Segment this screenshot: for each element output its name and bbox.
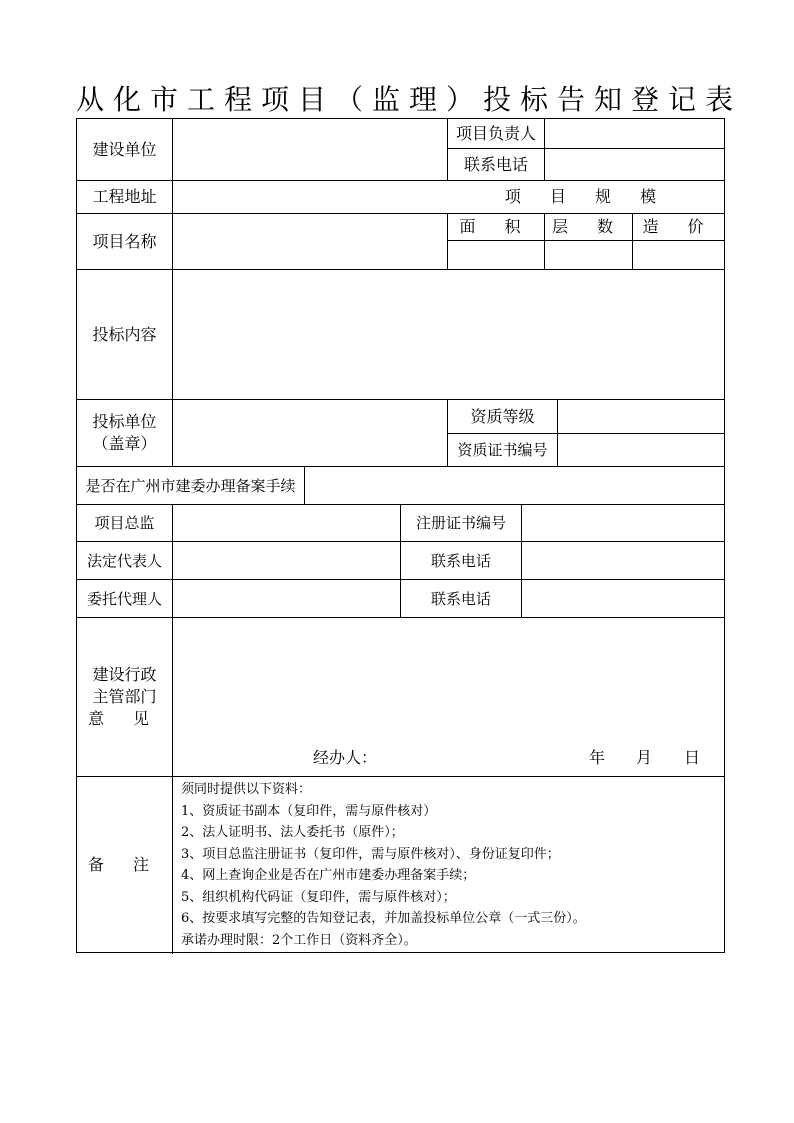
- rule: [77, 617, 725, 618]
- label-contact-phone: 联系电话: [463, 154, 528, 174]
- label-day: 日: [683, 748, 700, 767]
- rule: [447, 240, 725, 241]
- label-dept-opinion-line3: 意 见: [87, 709, 162, 728]
- label-legal-rep: 法定代表人: [86, 551, 162, 570]
- rule: [77, 269, 725, 270]
- label-remarks: 备 注: [87, 855, 162, 874]
- label-dept-opinion: [77, 618, 172, 776]
- label-qualification-cert-no: 资质证书编号: [457, 441, 548, 459]
- label-month: 月: [635, 748, 652, 767]
- label-cost: 造 价: [642, 217, 716, 236]
- rule: [304, 466, 305, 504]
- rule: [521, 504, 522, 617]
- label-dept-opinion-line2: 主管部门: [92, 687, 157, 706]
- note-line: 1、资质证书副本（复印件，需与原件核对）: [181, 803, 437, 819]
- label-dept-opinion-line1: 建设行政: [92, 665, 157, 684]
- label-bid-unit-line1: 投标单位: [92, 412, 157, 431]
- note-line: 4、网上查询企业是否在广州市建委办理备案手续；: [181, 868, 476, 883]
- rule: [172, 119, 173, 466]
- label-qualification-level: 资质等级: [470, 406, 535, 426]
- note-line: 须同时提供以下资料：: [181, 782, 312, 797]
- label-project-supervisor: 项目总监: [94, 514, 155, 532]
- label-floors: 层 数: [551, 217, 626, 236]
- rule: [557, 399, 558, 466]
- label-project-scale: 项 目 规 模: [504, 187, 669, 206]
- label-bid-content: 投标内容: [92, 324, 157, 344]
- label-handler: 经办人：: [312, 748, 377, 767]
- note-line: 6、按要求填写完整的告知登记表，并加盖投标单位公章（一式三份）。: [181, 911, 586, 926]
- note-line: 3、项目总监注册证书（复印件，需与原件核对）、身份证复印件；: [181, 846, 560, 862]
- label-year: 年: [588, 748, 605, 767]
- label-entrusted-agent: 委托代理人: [86, 589, 162, 608]
- rule: [544, 119, 545, 180]
- label-contact-phone-3: 联系电话: [430, 589, 491, 608]
- note-line: 5、组织机构代码证（复印件，需与原件核对）；: [181, 889, 456, 905]
- label-project-name: 项目名称: [92, 231, 157, 251]
- label-area: 面 积: [459, 217, 533, 236]
- label-construction-unit: 建设单位: [92, 139, 157, 159]
- registration-form: [76, 118, 725, 953]
- label-registered-in-guangzhou: 是否在广州市建委办理备案手续: [85, 476, 296, 495]
- label-project-manager: 项目负责人: [455, 123, 536, 143]
- label-contact-phone-2: 联系电话: [430, 551, 491, 570]
- label-registration-cert-no: 注册证书编号: [415, 514, 506, 532]
- note-line: 承诺办理时限：2个工作日（资料齐全）。: [181, 932, 417, 948]
- label-project-address: 工程地址: [92, 187, 157, 206]
- note-line: 2、法人证明书、法人委托书（原件）；: [181, 825, 404, 840]
- form-title: 从化市工程项目（监理）投标告知登记表: [76, 83, 743, 116]
- label-bid-unit: [77, 400, 172, 466]
- label-bid-unit-line2: （盖章）: [92, 434, 157, 453]
- rule: [77, 399, 725, 400]
- notes-list: [181, 779, 586, 951]
- notes-area: [77, 777, 725, 953]
